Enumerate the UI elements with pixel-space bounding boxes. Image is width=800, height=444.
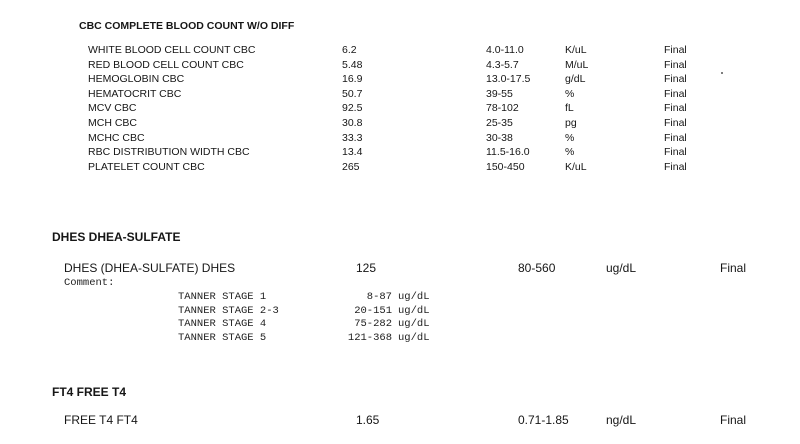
result-status: Final bbox=[664, 102, 687, 115]
reference-range: 0.71-1.85 bbox=[518, 413, 569, 427]
test-name: HEMATOCRIT CBC bbox=[88, 87, 182, 100]
tanner-unit: ug/dL bbox=[398, 318, 430, 331]
tanner-range: 8-87 bbox=[366, 291, 392, 303]
result-status: Final bbox=[664, 160, 687, 173]
tanner-range: 75-282 bbox=[354, 318, 392, 331]
unit: K/uL bbox=[565, 160, 587, 173]
test-value: 50.7 bbox=[342, 87, 363, 100]
tanner-stage: TANNER STAGE 2-3 bbox=[178, 304, 279, 317]
test-name: RED BLOOD CELL COUNT CBC bbox=[88, 58, 244, 71]
test-value: 6.2 bbox=[342, 44, 357, 56]
test-value: 5.48 bbox=[342, 58, 363, 71]
test-name: RBC DISTRIBUTION WIDTH CBC bbox=[88, 146, 250, 159]
test-name: MCHC CBC bbox=[88, 131, 145, 144]
unit: fL bbox=[565, 102, 574, 115]
test-value: 1.65 bbox=[356, 413, 380, 427]
test-value: 33.3 bbox=[342, 131, 363, 144]
tanner-stage: TANNER STAGE 4 bbox=[178, 318, 267, 331]
test-value: 30.8 bbox=[342, 117, 363, 129]
reference-range: 4.0-11.0 bbox=[486, 44, 524, 56]
unit: M/uL bbox=[565, 58, 589, 71]
test-name: WHITE BLOOD CELL COUNT CBC bbox=[88, 44, 256, 56]
result-status: Final bbox=[664, 58, 687, 71]
result-status: Final bbox=[664, 146, 687, 159]
reference-range: 80-560 bbox=[518, 261, 556, 275]
unit: pg bbox=[565, 117, 577, 129]
comment-label: Comment: bbox=[64, 277, 115, 289]
reference-range: 11.5-16.0 bbox=[486, 146, 530, 159]
reference-range: 150-450 bbox=[486, 160, 525, 173]
tanner-unit: ug/dL bbox=[398, 332, 430, 345]
test-name: MCV CBC bbox=[88, 102, 137, 115]
tanner-range: 20-151 bbox=[354, 304, 392, 317]
tanner-stage: TANNER STAGE 1 bbox=[178, 291, 267, 303]
test-value: 265 bbox=[342, 160, 360, 173]
result-status: Final bbox=[664, 131, 687, 144]
reference-range: 39-55 bbox=[486, 87, 513, 100]
test-value: 13.4 bbox=[342, 146, 363, 159]
ft4-section-title: FT4 FREE T4 bbox=[52, 385, 127, 399]
unit: K/uL bbox=[565, 44, 587, 56]
tanner-stage: TANNER STAGE 5 bbox=[178, 332, 267, 345]
reference-range: 4.3-5.7 bbox=[486, 58, 519, 71]
unit: % bbox=[565, 131, 575, 144]
test-name: FREE T4 FT4 bbox=[64, 413, 138, 427]
test-value: 16.9 bbox=[342, 73, 363, 86]
result-status: Final bbox=[720, 413, 747, 427]
tanner-unit: ug/dL bbox=[398, 291, 430, 303]
unit: g/dL bbox=[565, 73, 586, 86]
result-status: Final bbox=[720, 261, 747, 275]
unit: ug/dL bbox=[606, 261, 637, 275]
reference-range: 25-35 bbox=[486, 117, 513, 129]
test-value: 125 bbox=[356, 261, 377, 275]
result-status: Final bbox=[664, 73, 687, 86]
test-value: 92.5 bbox=[342, 102, 363, 115]
unit: ng/dL bbox=[606, 413, 637, 427]
tanner-range: 121-368 bbox=[347, 332, 392, 345]
tanner-unit: ug/dL bbox=[398, 304, 430, 317]
scan-speck bbox=[721, 72, 723, 74]
result-status: Final bbox=[664, 87, 687, 100]
test-name: HEMOGLOBIN CBC bbox=[88, 73, 185, 86]
dhes-section-title: DHES DHEA-SULFATE bbox=[52, 230, 181, 244]
result-status: Final bbox=[664, 117, 687, 129]
reference-range: 30-38 bbox=[486, 131, 513, 144]
unit: % bbox=[565, 146, 575, 159]
reference-range: 13.0-17.5 bbox=[486, 73, 531, 86]
result-status: Final bbox=[664, 44, 687, 56]
test-name: PLATELET COUNT CBC bbox=[88, 160, 205, 173]
unit: % bbox=[565, 87, 575, 100]
cbc-section-title: CBC COMPLETE BLOOD COUNT W/O DIFF bbox=[79, 20, 295, 32]
test-name: DHES (DHEA-SULFATE) DHES bbox=[64, 261, 236, 275]
reference-range: 78-102 bbox=[486, 102, 519, 115]
test-name: MCH CBC bbox=[88, 117, 137, 129]
